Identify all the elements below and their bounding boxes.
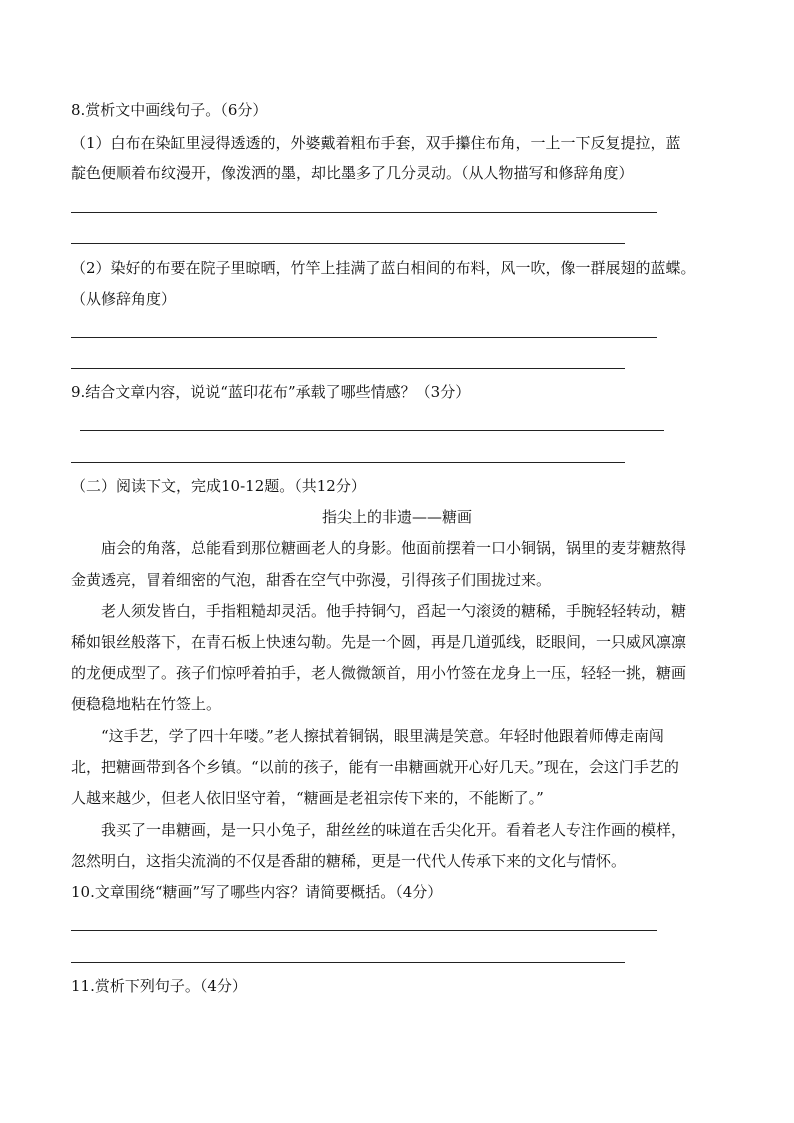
q8-sentence1-line1: （1）白布在染缸里浸得透透的，外婆戴着粗布手套，双手攥住布角，一上一下反复提拉，蓝 — [71, 134, 681, 152]
para3-line2: 北，把糖画带到各个乡镇。“以前的孩子，能有一串糖画就开心好几天。”现在，会这门手艺的 — [71, 758, 679, 776]
q8-title: 8.赏析文中画线句子。（6分） — [71, 101, 268, 119]
para3-line1: “这手艺，学了四十年喽。”老人擦拭着铜锅，眼里满是笑意。年轻时他跟着师傅走南闯 — [101, 727, 664, 745]
para1-line2: 金黄透亮，冒着细密的气泡，甜香在空气中弥漫，引得孩子们围拢过来。 — [71, 571, 552, 589]
answer-line-9b[interactable] — [71, 462, 625, 463]
answer-line-8-1a[interactable] — [71, 212, 657, 213]
para4-line1: 我买了一串糖画，是一只小兔子，甜丝丝的味道在舌尖化开。看着老人专注作画的模样， — [101, 821, 687, 839]
para1-line1: 庙会的角落，总能看到那位糖画老人的身影。他面前摆着一口小铜锅，锅里的麦芽糖熬得 — [101, 539, 687, 557]
para2-line4: 便稳稳地粘在竹签上。 — [71, 695, 222, 713]
q8-sentence1-line2: 靛色便顺着布纹漫开，像泼洒的墨，却比墨多了几分灵动。（从人物描写和修辞角度） — [71, 164, 634, 182]
para3-line3: 人越来越少，但老人依旧坚守着，“糖画是老祖宗传下来的，不能断了。” — [71, 789, 544, 807]
para2-line2: 稀如银丝般落下，在青石板上快速勾勒。先是一个圆，再是几道弧线，眨眼间，一只威风凛凛 — [71, 633, 687, 651]
para2-line3: 的龙便成型了。孩子们惊呼着拍手，老人微微颔首，用小竹签在龙身上一压，轻轻一挑，糖画 — [71, 664, 687, 682]
answer-line-8-1b[interactable] — [71, 243, 625, 244]
q8-sentence2-line1: （2）染好的布要在院子里晾晒，竹竿上挂满了蓝白相间的布料，风一吹，像一群展翅的蓝蝶。 — [71, 259, 696, 277]
q8-sentence2-line2: （从修辞角度） — [71, 290, 177, 308]
q10-title: 10.文章围绕“糖画”写了哪些内容？请简要概括。（4分） — [71, 883, 443, 901]
section2-header: （二）阅读下文，完成10-12题。（共12分） — [71, 477, 366, 495]
para4-line2: 忽然明白，这指尖流淌的不仅是香甜的糖稀，更是一代代人传承下来的文化与情怀。 — [71, 852, 627, 870]
q11-title: 11.赏析下列句子。（4分） — [71, 977, 247, 995]
answer-line-9a[interactable] — [80, 430, 664, 431]
q9-title: 9.结合文章内容，说说“蓝印花布”承载了哪些情感？（3分） — [71, 383, 471, 401]
article-title: 指尖上的非遗——糖画 — [321, 508, 472, 526]
answer-line-8-2b[interactable] — [71, 368, 625, 369]
answer-line-8-2a[interactable] — [71, 337, 657, 338]
para2-line1: 老人须发皆白，手指粗糙却灵活。他手持铜勺，舀起一勺滚烫的糖稀，手腕轻轻转动，糖 — [101, 602, 687, 620]
answer-line-10a[interactable] — [71, 930, 657, 931]
answer-line-10b[interactable] — [71, 962, 625, 963]
